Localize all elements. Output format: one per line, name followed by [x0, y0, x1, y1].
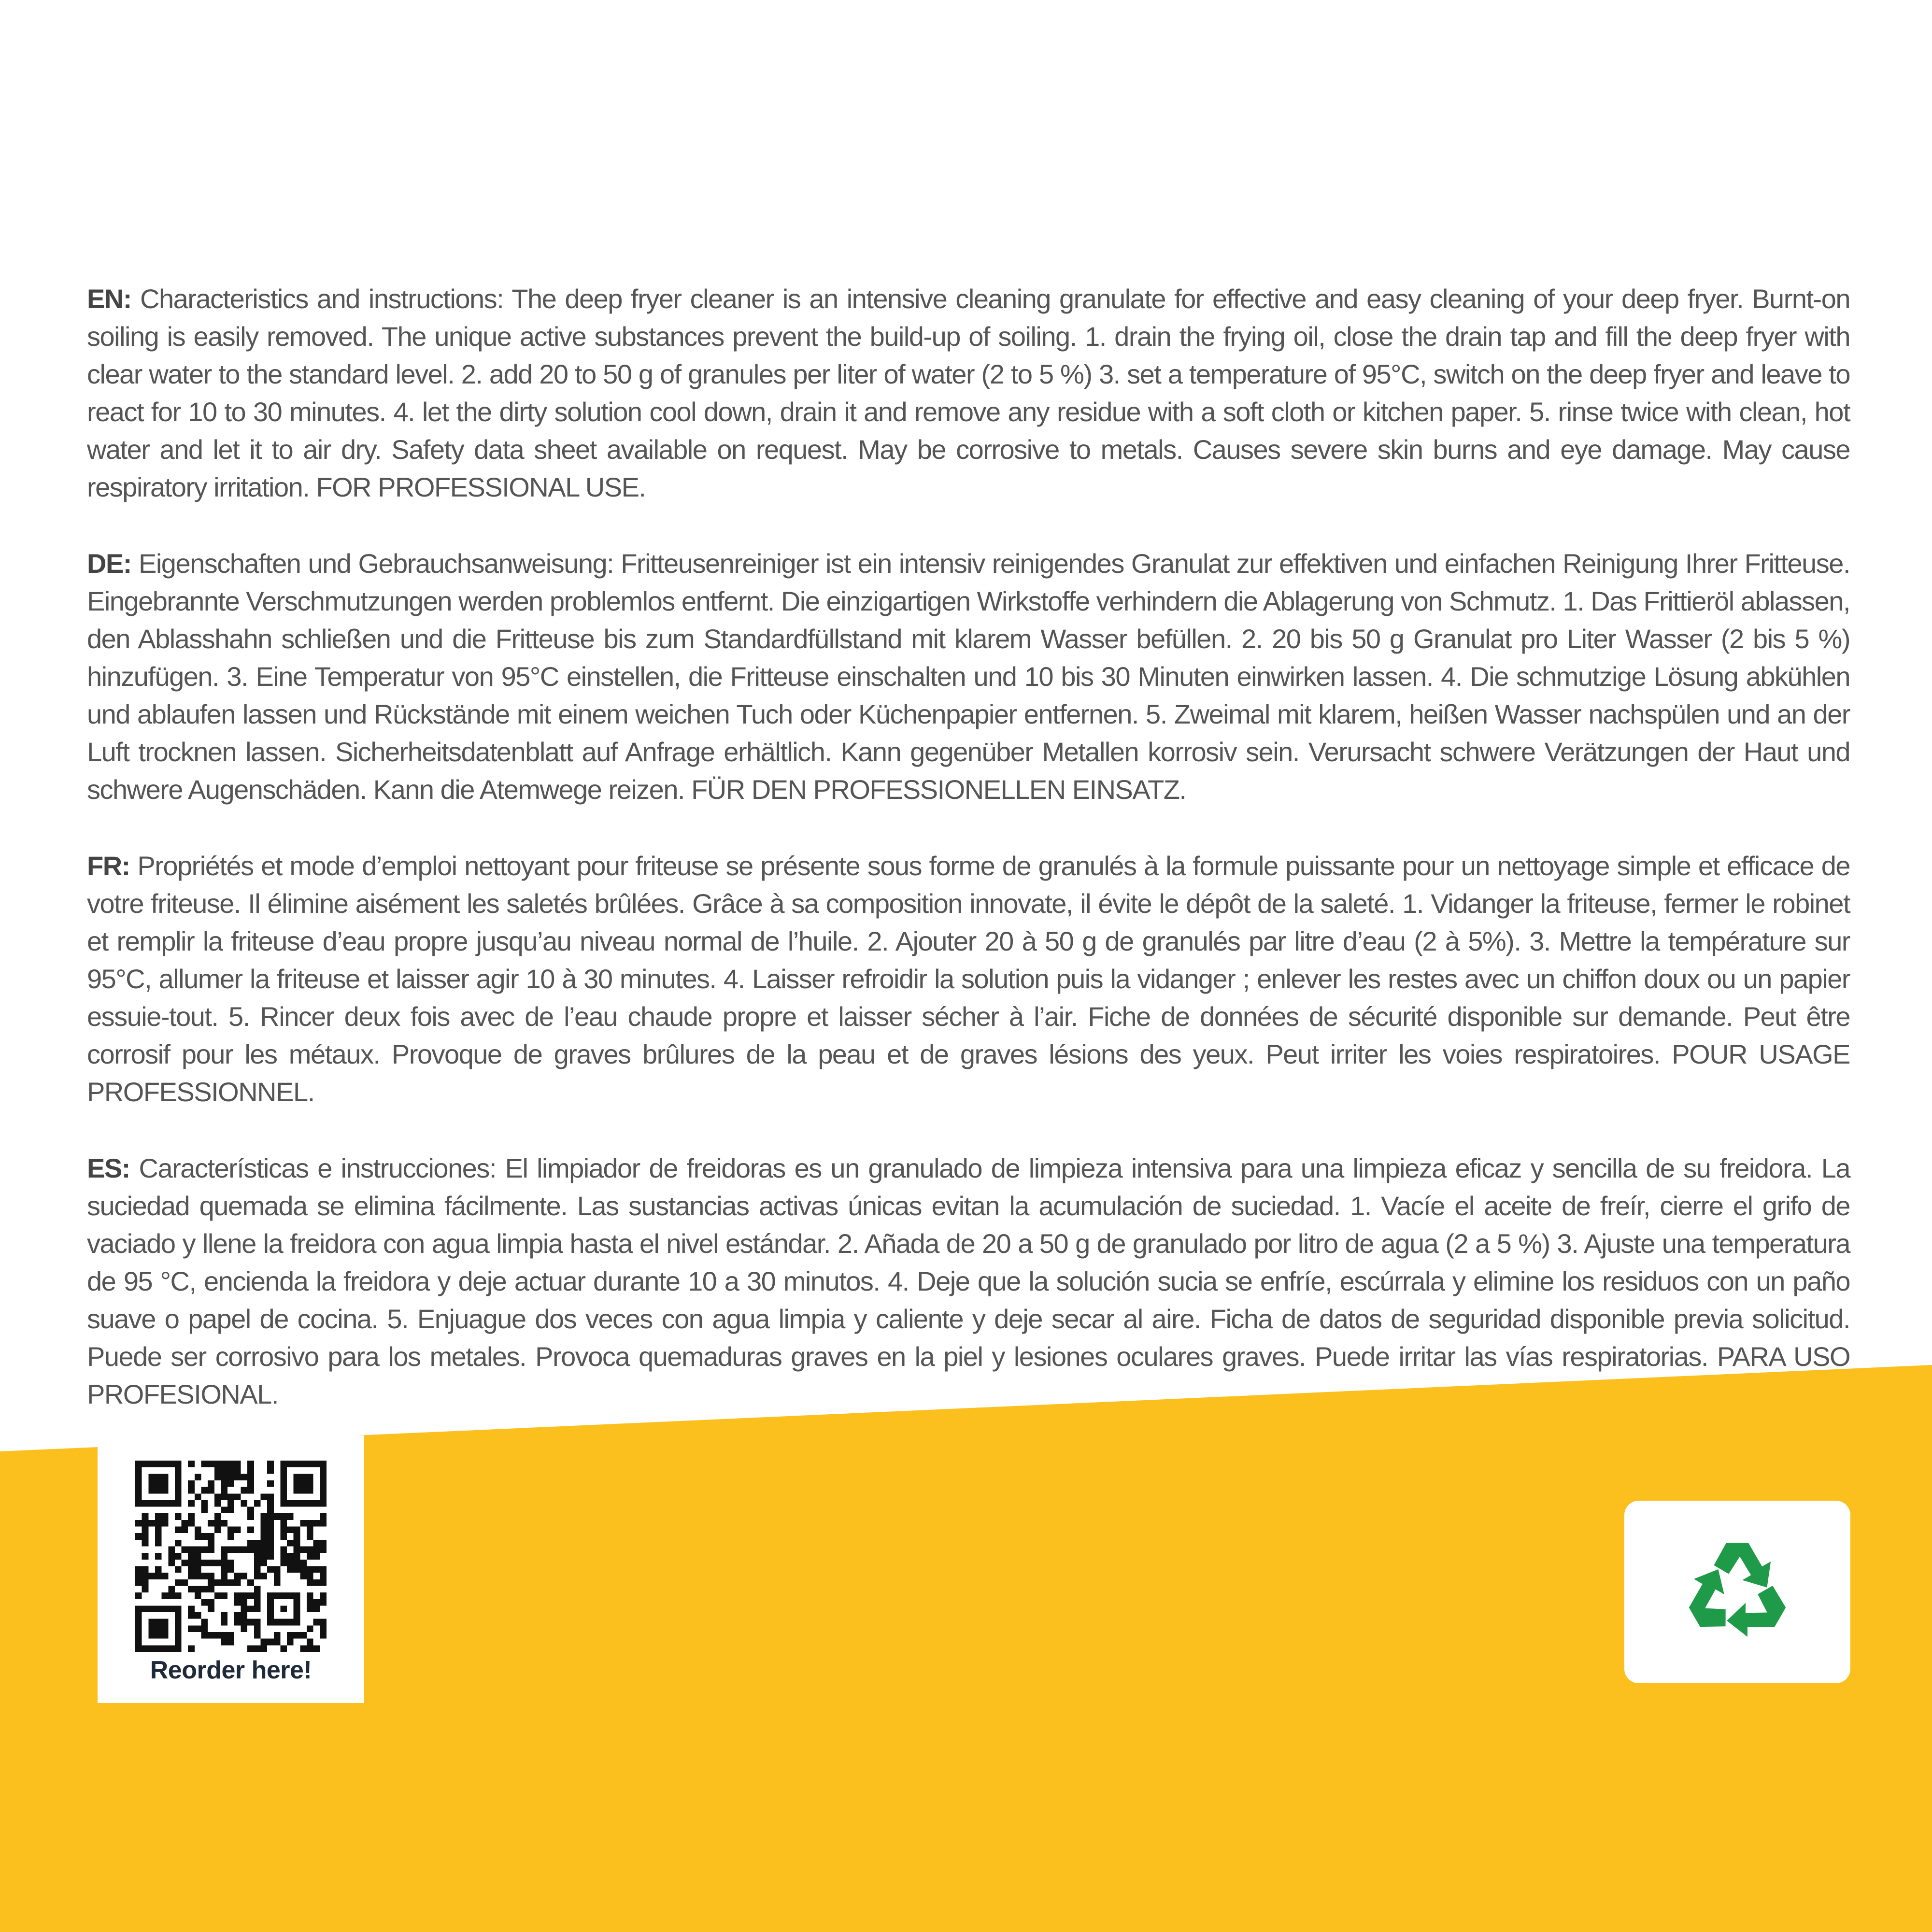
- language-code: EN:: [87, 284, 131, 314]
- instructions-body: Propriétés et mode d’emploi nettoyant pour friteuse se présente sous forme de granulés à la formule puissante pour un nettoyage simple et efficace de votre friteuse. Il élimine aisément les saletés brûlées. Grâce à sa composition innovate, il évite le dépôt de la saleté. 1. Vidanger la friteuse, fermer le robinet et remplir la friteuse d’eau propre jusqu’au niveau normal de l’huile. 2. Ajouter 20 à 50 g de granulés par litre d’eau (2 à 5%). 3. Mettre la température sur 95°C, allumer la friteuse et laisser agir 10 à 30 minutes. 4. Laisser refroidir la solution puis la vidanger ; enlever les restes avec un chiffon doux ou un papier essuie-tout. 5. Rincer deux fois avec de l’eau chaude propre et laisser sécher à l’air. Fiche de données de sécurité disponible sur demande. Peut être corrosif pour les métaux. Provoque de graves brûlures de la peau et de graves lésions des yeux. Peut irriter les voies respiratoires. POUR USAGE PROFESSIONNEL.: [87, 851, 1850, 1107]
- reorder-caption: Reorder here!: [150, 1656, 312, 1684]
- instructions-es: [87, 1150, 1850, 1413]
- language-code: ES:: [87, 1153, 130, 1183]
- instructions-en: [87, 280, 1850, 506]
- instructions-de: [87, 545, 1850, 809]
- instructions-body: Characteristics and instructions: The deep fryer cleaner is an intensive cleaning granulate for effective and easy cleaning of your deep fryer. Burnt-on soiling is easily removed. The unique active substances prevent the build-up of soiling. 1. drain the frying oil, close the drain tap and fill the deep fryer with clear water to the standard level. 2. add 20 to 50 g of granules per liter of water (2 to 5 %) 3. set a temperature of 95°C, switch on the deep fryer and leave to react for 10 to 30 minutes. 4. let the dirty solution cool down, drain it and remove any residue with a soft cloth or kitchen paper. 5. rinse twice with clean, hot water and let it to air dry. Safety data sheet available on request. May be corrosive to metals. Causes severe skin burns and eye damage. May cause respiratory irritation. FOR PROFESSIONAL USE.: [87, 284, 1850, 502]
- qr-code-icon[interactable]: [135, 1461, 327, 1652]
- instructions-body: Eigenschaften und Gebrauchsanweisung: Fritteusenreiniger ist ein intensiv reinigendes Granulat zur effektiven und einfachen Reinigung Ihrer Fritteuse. Eingebrannte Verschmutzungen werden problemlos entfernt. Die einzigartigen Wirkstoffe verhindern die Ablagerung von Schmutz. 1. Das Frittieröl ablassen, den Ablasshahn schließen und die Fritteuse bis zum Standardfüllstand mit klarem Wasser befüllen. 2. 20 bis 50 g Granulat pro Liter Wasser (2 bis 5 %) hinzufügen. 3. Eine Temperatur von 95°C einstellen, die Fritteuse einschalten und 10 bis 30 Minuten einwirken lassen. 4. Die schmutzige Lösung abkühlen und ablaufen lassen und Rückstände mit einem weichen Tuch oder Küchenpapier entfernen. 5. Zweimal mit klarem, heißen Wasser nachspülen und an der Luft trocknen lassen. Sicherheitsdatenblatt auf Anfrage erhältlich. Kann gegenüber Metallen korrosiv sein. Verursacht schwere Verätzungen der Haut und schwere Augenschäden. Kann die Atemwege reizen. FÜR DEN PROFESSIONELLEN EINSATZ.: [87, 548, 1850, 805]
- instructions-fr: [87, 847, 1850, 1111]
- recycle-card: [1624, 1501, 1850, 1683]
- recycle-icon: [1674, 1531, 1801, 1654]
- language-code: FR:: [87, 851, 130, 881]
- instructions-text: [87, 280, 1850, 1452]
- reorder-qr-card[interactable]: [98, 1435, 364, 1703]
- instructions-body: Características e instrucciones: El limpiador de freidoras es un granulado de limpieza intensiva para una limpieza eficaz y sencilla de su freidora. La suciedad quemada se elimina fácilmente. Las sustancias activas únicas evitan la acumulación de suciedad. 1. Vacíe el aceite de freír, cierre el grifo de vaciado y llene la freidora con agua limpia hasta el nivel estándar. 2. Añada de 20 a 50 g de granulado por litro de agua (2 a 5 %) 3. Ajuste una temperatura de 95 °C, encienda la freidora y deje actuar durante 10 a 30 minutos. 4. Deje que la solución sucia se enfríe, escúrrala y elimine los residuos con un paño suave o papel de cocina. 5. Enjuague dos veces con agua limpia y caliente y deje secar al aire. Ficha de datos de seguridad disponible previa solicitud. Puede ser corrosivo para los metales. Provoca quemaduras graves en la piel y lesiones oculares graves. Puede irritar las vías respiratorias. PARA USO PROFESIONAL.: [87, 1153, 1850, 1409]
- language-code: DE:: [87, 548, 131, 579]
